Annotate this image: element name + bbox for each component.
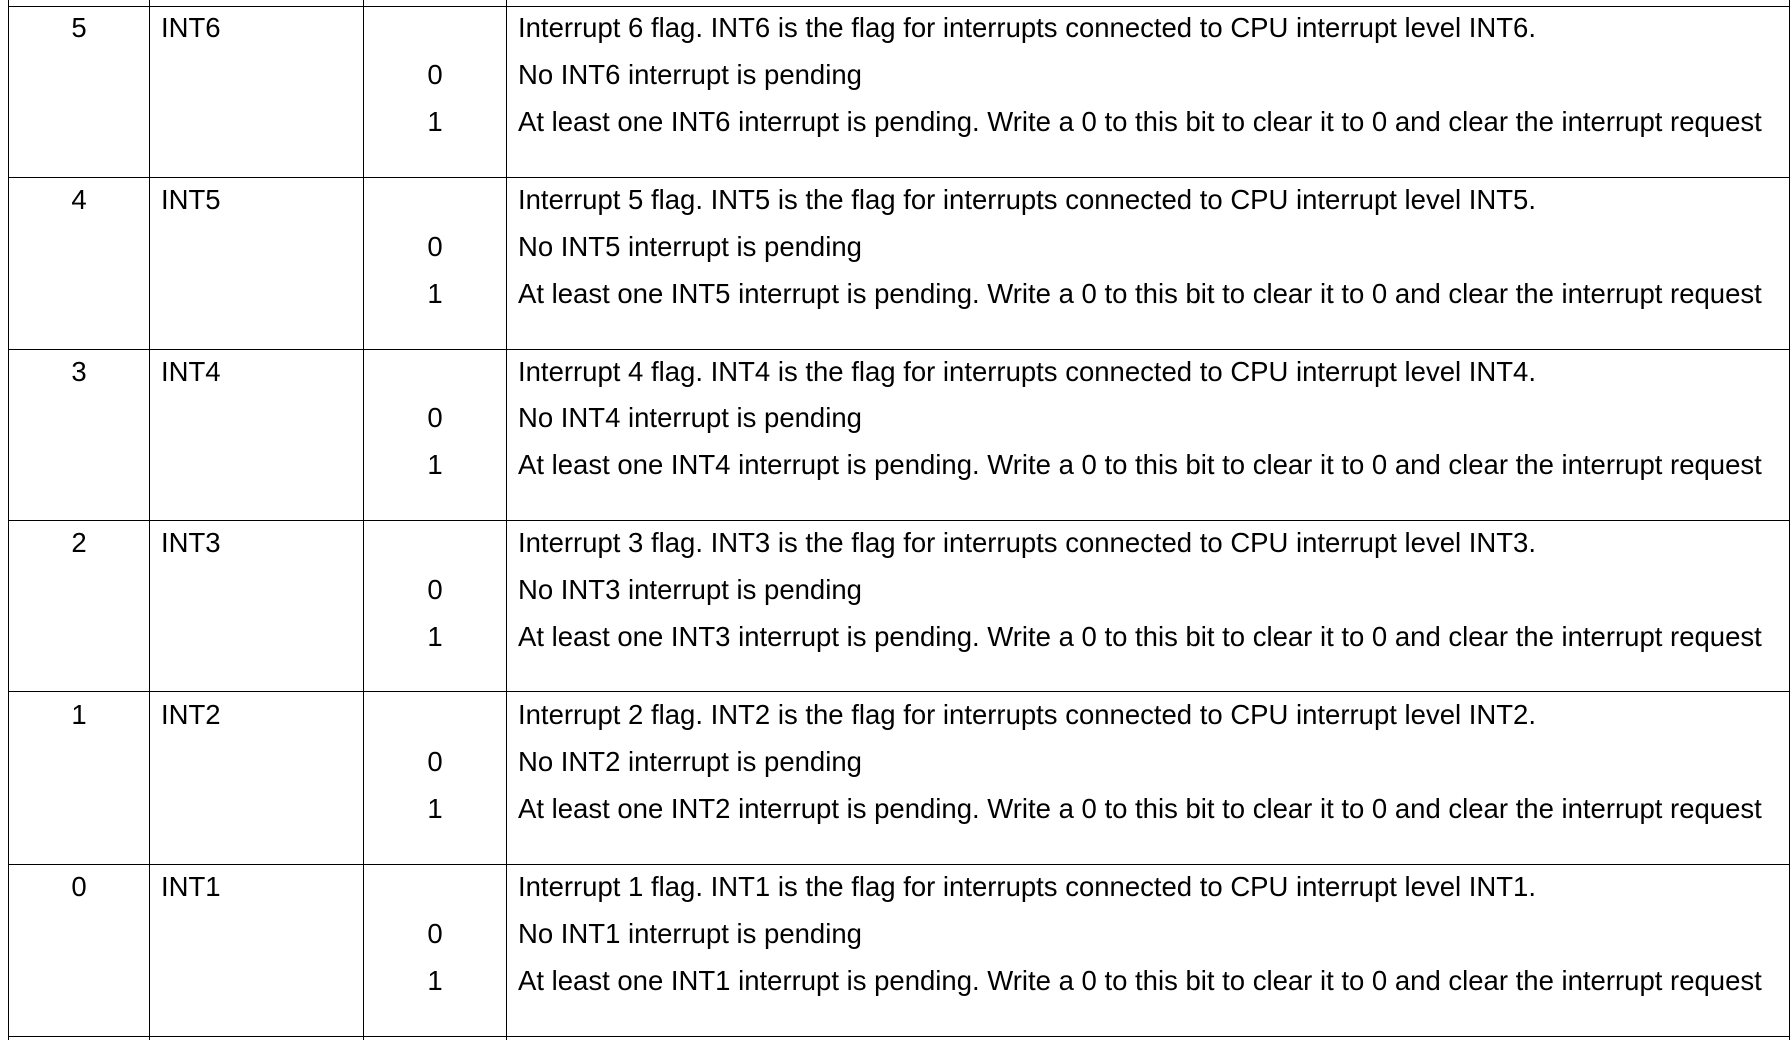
- value-code: 0: [427, 918, 443, 949]
- value-description: At least one INT5 interrupt is pending. Write a 0 to this bit to clear it to 0 and clear the interrupt request: [518, 278, 1762, 309]
- value-description: At least one INT4 interrupt is pending. Write a 0 to this bit to clear it to 0 and clear the interrupt request: [518, 449, 1762, 480]
- value-description: No INT1 interrupt is pending: [518, 918, 862, 949]
- field-name: INT3: [161, 527, 221, 558]
- bit-number: 3: [71, 356, 87, 387]
- row-divider: [8, 864, 1790, 865]
- field-summary: Interrupt 6 flag. INT6 is the flag for interrupts connected to CPU interrupt level INT6.: [518, 12, 1536, 43]
- bit-number: 0: [71, 871, 87, 902]
- bit-number: 1: [71, 699, 87, 730]
- value-code: 0: [427, 574, 443, 605]
- value-code: 1: [427, 106, 443, 137]
- field-summary: Interrupt 3 flag. INT3 is the flag for interrupts connected to CPU interrupt level INT3.: [518, 527, 1536, 558]
- field-name: INT1: [161, 871, 221, 902]
- value-description: No INT2 interrupt is pending: [518, 746, 862, 777]
- field-summary: Interrupt 2 flag. INT2 is the flag for interrupts connected to CPU interrupt level INT2.: [518, 699, 1536, 730]
- field-name: INT2: [161, 699, 221, 730]
- value-code: 0: [427, 59, 443, 90]
- row-divider: [8, 1036, 1790, 1037]
- value-code: 0: [427, 231, 443, 262]
- row-divider: [8, 691, 1790, 692]
- field-summary: Interrupt 4 flag. INT4 is the flag for interrupts connected to CPU interrupt level INT4.: [518, 356, 1536, 387]
- field-name: INT4: [161, 356, 221, 387]
- bit-number: 2: [71, 527, 87, 558]
- field-summary: Interrupt 5 flag. INT5 is the flag for interrupts connected to CPU interrupt level INT5.: [518, 184, 1536, 215]
- value-code: 1: [427, 621, 443, 652]
- row-divider: [8, 349, 1790, 350]
- field-name: INT6: [161, 12, 221, 43]
- value-description: No INT6 interrupt is pending: [518, 59, 862, 90]
- value-code: 0: [427, 402, 443, 433]
- value-code: 1: [427, 793, 443, 824]
- field-summary: Interrupt 1 flag. INT1 is the flag for interrupts connected to CPU interrupt level INT1.: [518, 871, 1536, 902]
- value-description: No INT5 interrupt is pending: [518, 231, 862, 262]
- bit-number: 5: [71, 12, 87, 43]
- row-divider: [8, 520, 1790, 521]
- value-description: No INT4 interrupt is pending: [518, 402, 862, 433]
- value-description: At least one INT3 interrupt is pending. Write a 0 to this bit to clear it to 0 and clear the interrupt request: [518, 621, 1762, 652]
- value-description: At least one INT2 interrupt is pending. Write a 0 to this bit to clear it to 0 and clear the interrupt request: [518, 793, 1762, 824]
- value-code: 1: [427, 278, 443, 309]
- field-name: INT5: [161, 184, 221, 215]
- value-description: At least one INT1 interrupt is pending. Write a 0 to this bit to clear it to 0 and clear the interrupt request: [518, 965, 1762, 996]
- row-divider: [8, 6, 1790, 7]
- value-code: 0: [427, 746, 443, 777]
- value-description: At least one INT6 interrupt is pending. Write a 0 to this bit to clear it to 0 and clear the interrupt request: [518, 106, 1762, 137]
- bit-number: 4: [71, 184, 87, 215]
- row-divider: [8, 177, 1790, 178]
- value-description: No INT3 interrupt is pending: [518, 574, 862, 605]
- value-code: 1: [427, 965, 443, 996]
- value-code: 1: [427, 449, 443, 480]
